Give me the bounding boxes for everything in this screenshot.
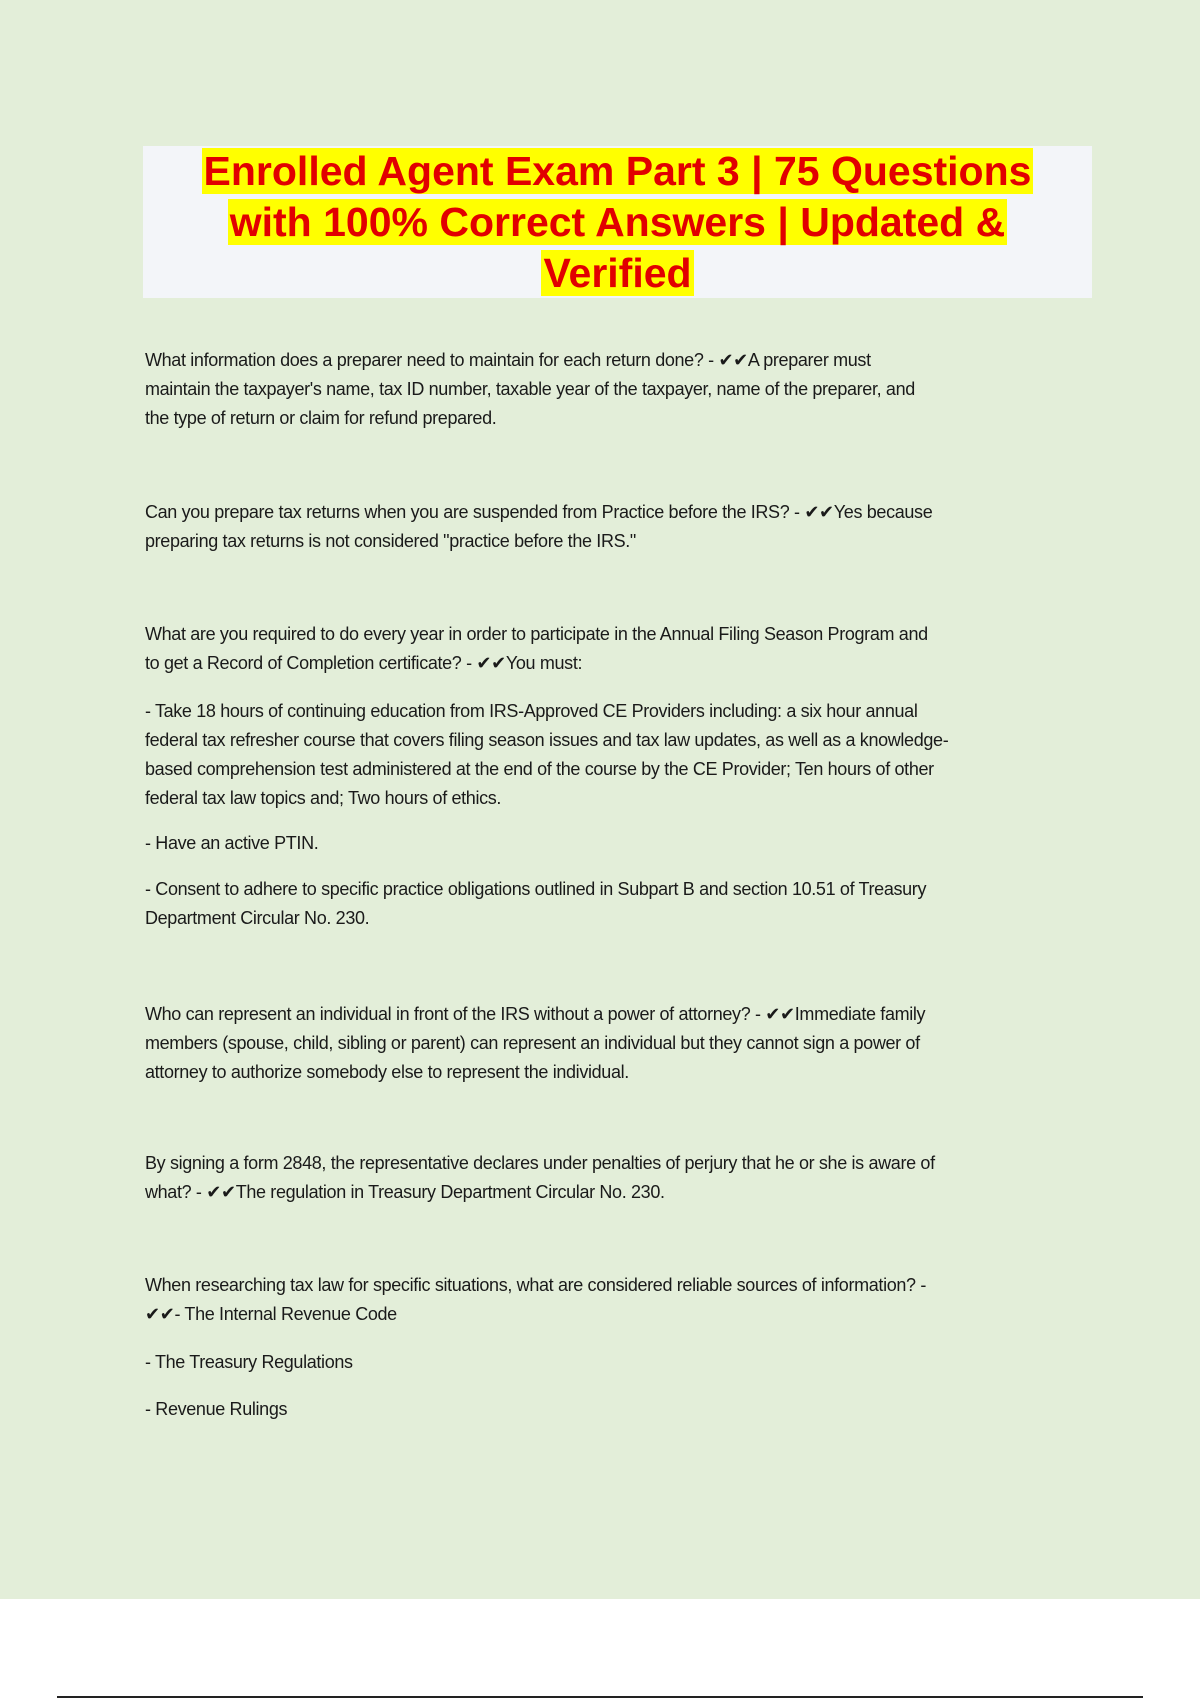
title-line: with 100% Correct Answers | Updated & [229,199,1006,245]
qa-paragraph [145,1348,1095,1377]
paragraph-line: - The Treasury Regulations [145,1352,353,1372]
paragraph-line: maintain the taxpayer's name, tax ID number, taxable year of the taxpayer, name of the preparer, and [145,379,915,399]
paragraph-line: federal tax law topics and; Two hours of ethics. [145,788,502,808]
paragraph-line: - Consent to adhere to specific practice obligations outlined in Subpart B and section 10.51 of Treasury [145,879,927,899]
qa-paragraph [145,1149,1095,1207]
paragraph-line: based comprehension test administered at the end of the course by the CE Provider; Ten hours of other [145,759,934,779]
paragraph-line: members (spouse, child, sibling or parent) can represent an individual but they cannot sign a power of [145,1033,920,1053]
paragraph-line: - Take 18 hours of continuing education from IRS-Approved CE Providers including: a six hour annual [145,701,918,721]
title-line: Enrolled Agent Exam Part 3 | 75 Questions [203,148,1032,194]
paragraph-line: federal tax refresher course that covers filing season issues and tax law updates, as well as a knowledge- [145,730,949,750]
paragraph-line: - Revenue Rulings [145,1399,288,1419]
qa-paragraph [145,1395,1095,1424]
paragraph-line: What are you required to do every year in order to participate in the Annual Filing Season Program and [145,624,928,644]
paragraph-line: to get a Record of Completion certificate? - ✔✔You must: [145,653,583,673]
qa-paragraph [145,875,1095,933]
paragraph-line: - Have an active PTIN. [145,833,319,853]
qa-paragraph [145,1000,1095,1087]
paragraph-line: Can you prepare tax returns when you are suspended from Practice before the IRS? - ✔✔Yes because [145,502,933,522]
qa-paragraph [145,697,1095,813]
paragraph-line: what? - ✔✔The regulation in Treasury Department Circular No. 230. [145,1182,665,1202]
paragraph-line: preparing tax returns is not considered "practice before the IRS." [145,531,636,551]
qa-paragraph [145,346,1095,433]
document-title [143,146,1092,298]
qa-paragraph [145,829,1095,858]
paragraph-line: attorney to authorize somebody else to represent the individual. [145,1062,629,1082]
paragraph-line: the type of return or claim for refund prepared. [145,408,497,428]
paragraph-line: ✔✔- The Internal Revenue Code [145,1304,397,1324]
paragraph-line: What information does a preparer need to maintain for each return done? - ✔✔A preparer must [145,350,871,370]
paragraph-line: Who can represent an individual in front of the IRS without a power of attorney? - ✔✔Immediate family [145,1004,926,1024]
footer-divider [57,1696,1143,1698]
paragraph-line: When researching tax law for specific situations, what are considered reliable sources of information? - [145,1275,926,1295]
qa-paragraph [145,498,1095,556]
title-line: Verified [543,250,692,296]
paragraph-line: Department Circular No. 230. [145,908,370,928]
paragraph-line: By signing a form 2848, the representative declares under penalties of perjury that he or she is aware of [145,1153,935,1173]
qa-paragraph [145,1271,1095,1329]
qa-paragraph [145,620,1095,678]
